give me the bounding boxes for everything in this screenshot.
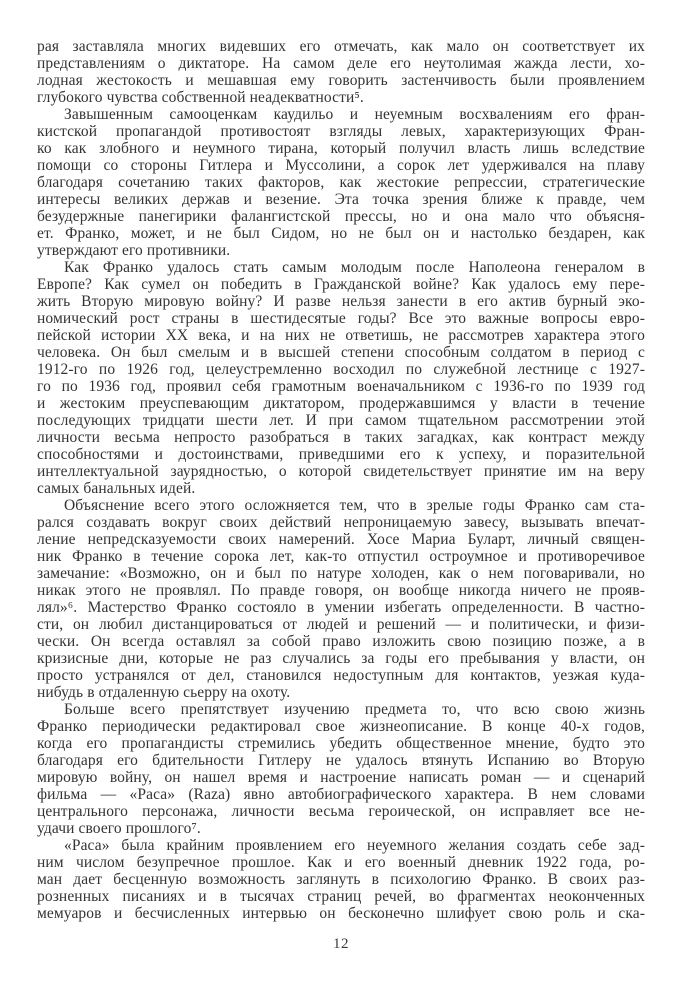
text-line: человека. Он был смелым и в высшей степени способным солдатом в период с	[37, 344, 645, 361]
text-line: глубокого чувства собственной неадекватности⁵.	[37, 89, 364, 106]
text-line: фильма — «Раса» (Raza) явно автобиографического характера. В нем словами	[37, 786, 645, 803]
text-line: Больше всего препятствует изучению предмета то, что всю свою жизнь	[64, 701, 645, 718]
paragraph	[37, 38, 645, 106]
text-line: интеллектуальной заурядностью, о которой свидетельствует принятие им на веру	[37, 463, 645, 480]
text-line: последующих тридцати шести лет. И при самом тщательном рассмотрении этой	[37, 412, 645, 429]
text-line: помощи со стороны Гитлера и Муссолини, а сорок лет удерживался на плаву	[37, 157, 645, 174]
text-line: Европе? Как сумел он победить в Гражданской войне? Как удалось ему пере-	[37, 276, 645, 293]
text-line: «Раса» была крайним проявлением его неуемного желания создать себе зад-	[64, 837, 645, 854]
page-number: 12	[333, 936, 349, 952]
text-line: мировую войну, он нашел время и настроение написать роман — и сценарий	[37, 769, 645, 786]
text-line: центрального персонажа, личности весьма героической, он исправляет все не-	[37, 803, 645, 820]
text-line: безудержные панегирики фалангистской прессы, но и она мало что объясня-	[37, 208, 645, 225]
text-line: кризисные дни, которые не раз случались за годы его пребывания у власти, он	[37, 650, 645, 667]
text-line: лял»⁶. Мастерство Франко состояло в умении избегать определенности. В частно-	[37, 599, 645, 616]
text-line: рая заставляла многих видевших его отмечать, как мало он соответствует их	[37, 38, 645, 55]
paragraph	[37, 106, 645, 259]
text-line: Франко периодически редактировал свое жизнеописание. В конце 40-х годов,	[37, 718, 645, 735]
text-line: лодная жестокость и мешавшая ему говорить застенчивость были проявлением	[37, 72, 645, 89]
text-line: просто устранялся от дел, становился недоступным для контактов, уезжая куда-	[37, 667, 645, 684]
text-line: го по 1936 год, проявил себя грамотным военачальником с 1936-го по 1939 год	[37, 378, 645, 395]
text-line: замечание: «Возможно, он и был по натуре холоден, как о нем поговаривали, но	[37, 565, 645, 582]
text-line: Как Франко удалось стать самым молодым после Наполеона генералом в	[64, 259, 645, 276]
paragraph	[37, 497, 645, 701]
text-line: розненных писаниях и в тысячах страниц речей, во фрагментах неоконченных	[37, 888, 645, 905]
text-line: благодаря сочетанию таких факторов, как жестокие репрессии, стратегические	[37, 174, 645, 191]
paragraph	[37, 259, 645, 497]
text-line: удачи своего прошлого⁷.	[37, 820, 201, 837]
paragraph	[37, 701, 645, 837]
text-line: благодаря его бдительности Гитлеру не удалось втянуть Испанию во Вторую	[37, 752, 645, 769]
text-line: 1912-го по 1926 год, целеустремленно восходил по служебной лестнице с 1927-	[37, 361, 645, 378]
text-line: представлениям о диктаторе. На самом деле его неутолимая жажда лести, хо-	[37, 55, 645, 72]
text-line: интересы великих держав и везение. Эта точка зрения ближе к правде, чем	[37, 191, 645, 208]
text-line: ник Франко в течение сорока лет, как-то отпустил остроумное и противоречивое	[37, 548, 645, 565]
text-line: ко как злобного и неумного тирана, который получил власть лишь вследствие	[37, 140, 645, 157]
text-line: ет. Франко, может, и не был Сидом, но не был он и настолько бездарен, как	[37, 225, 645, 242]
text-line: Объяснение всего этого осложняется тем, что в зрелые годы Франко сам ста-	[64, 497, 645, 514]
page-text	[37, 38, 645, 922]
text-line: жить Вторую мировую войну? И разве нельзя занести в его актив бурный эко-	[37, 293, 645, 310]
text-line: способностями и достоинствами, приведшими его к успеху, и поразительной	[37, 446, 645, 463]
text-line: сти, он любил дистанцироваться от людей и решений — и политически, и физи-	[37, 616, 645, 633]
text-line: ление непредсказуемости своих намерений. Хосе Мариа Буларт, личный священ-	[37, 531, 645, 548]
text-line: номический рост страны в шестидесятые годы? Все это важные вопросы евро-	[37, 310, 645, 327]
text-line: Завышенным самооценкам каудильо и неуемным восхвалениям его фран-	[64, 106, 645, 123]
text-line: нибудь в отдаленную сьерру на охоту.	[37, 684, 291, 701]
text-line: кистской пропагандой противостоят взгляды левых, характеризующих Фран-	[37, 123, 645, 140]
text-line: самых банальных идей.	[37, 480, 196, 497]
text-line: ним числом безупречное прошлое. Как и его военный дневник 1922 года, ро-	[37, 854, 645, 871]
text-line: когда его пропагандисты стремились убедить общественное мнение, будто это	[37, 735, 645, 752]
text-line: ман дает бесценную возможность заглянуть в психологию Франко. В своих раз-	[37, 871, 645, 888]
text-line: личности весьма непросто разобраться в таких загадках, как контраст между	[37, 429, 645, 446]
text-line: и жестоким преуспевающим диктатором, продержавшимся у власти в течение	[37, 395, 645, 412]
text-line: рался создавать вокруг своих действий непроницаемую завесу, вызывать впечат-	[37, 514, 645, 531]
text-line: никак этого не проявлял. По правде говоря, он вообще никогда ничего не прояв-	[37, 582, 645, 599]
text-line: пейской истории XX века, и на них не ответишь, не рассмотрев характера этого	[37, 327, 645, 344]
paragraph	[37, 837, 645, 922]
text-line: мемуаров и бесчисленных интервью он бесконечно шлифует свою роль и ска-	[37, 905, 645, 922]
text-line: утверждают его противники.	[37, 242, 231, 259]
text-line: чески. Он всегда оставлял за собой право изложить свою позицию позже, а в	[37, 633, 645, 650]
